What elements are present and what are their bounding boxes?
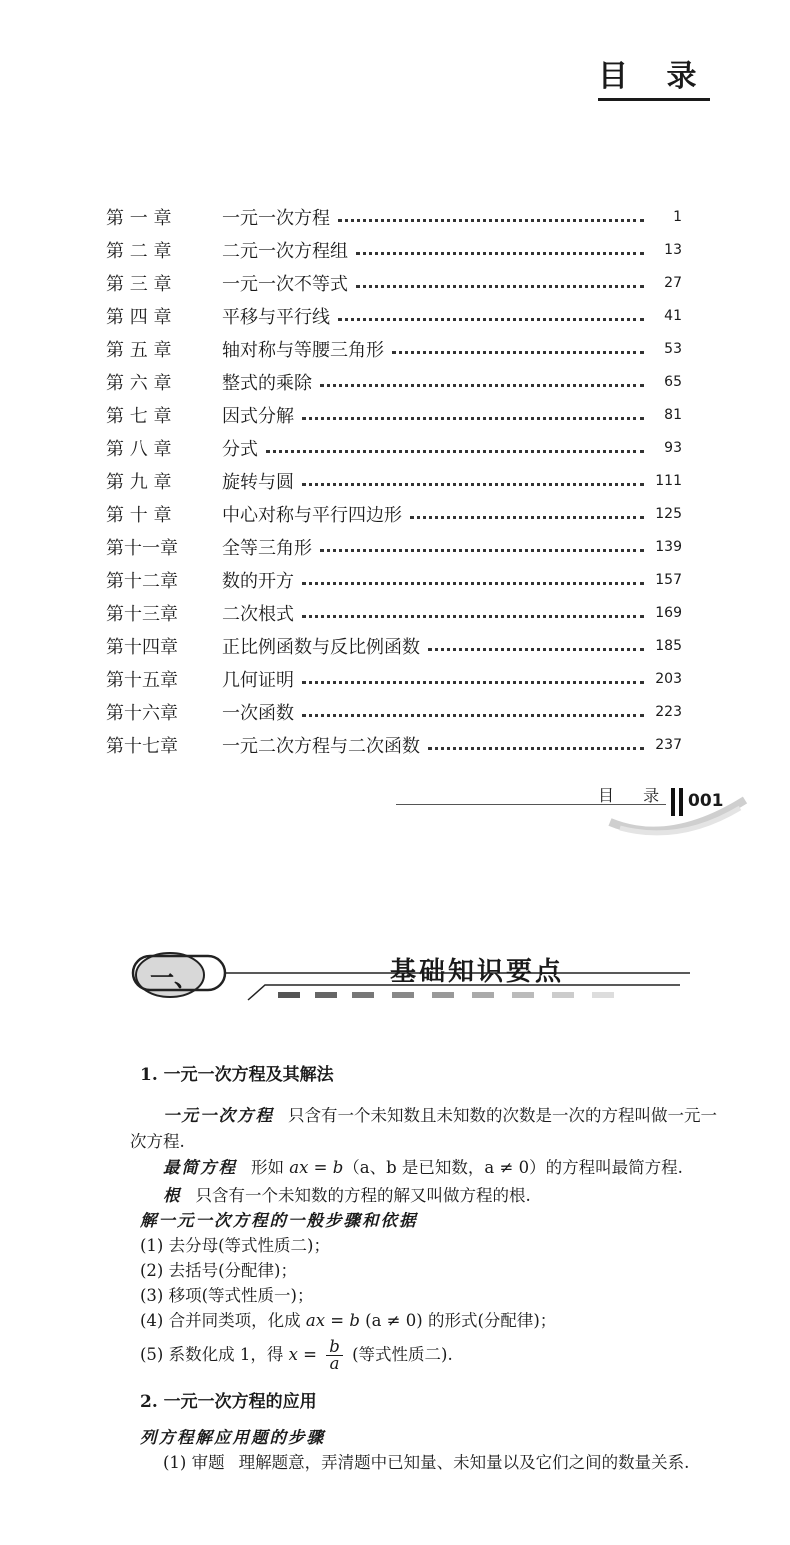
toc-entry[interactable] [106,398,682,431]
toc-chapter-name: 正比例函数与反比例函数 [222,636,420,658]
toc-entry[interactable] [106,728,682,761]
toc-entry[interactable] [106,563,682,596]
toc-leader-dots [302,482,644,486]
toc-page-number: 203 [655,670,682,687]
toc-chapter-name: 平移与平行线 [222,306,330,328]
toc-entry[interactable] [106,629,682,662]
footer-page-number: 001 [688,791,724,811]
toc-list [106,200,682,761]
toc-entry[interactable] [106,200,682,233]
section-number: 一、 [150,963,198,992]
section-title: 基础知识要点 [390,957,565,987]
toc-leader-dots [302,416,644,420]
toc-leader-dots [302,614,644,618]
toc-page-number: 93 [664,439,682,456]
toc-chapter-number: 第十六章 [106,702,178,724]
step-2: (2) 去括号(分配律)； [140,1261,297,1280]
toc-page-number: 237 [655,736,682,753]
toc-entry[interactable] [106,497,682,530]
toc-chapter-number: 第十三章 [106,603,178,625]
toc-chapter-number: 第 十 章 [106,504,172,526]
toc-chapter-number: 第 六 章 [106,372,172,394]
toc-page-number: 53 [664,340,682,357]
section-content [130,1060,720,1476]
term-root: 根 [163,1186,182,1205]
toc-page-number: 157 [655,571,682,588]
toc-leader-dots [338,218,644,222]
toc-chapter-number: 第十二章 [106,570,178,592]
toc-chapter-number: 第 五 章 [106,339,172,361]
toc-entry[interactable] [106,596,682,629]
toc-leader-dots [392,350,644,354]
toc-chapter-name: 中心对称与平行四边形 [222,504,402,526]
definition-text: 只含有一个未知数且未知数的次数是一次的方程叫做一元一次方程. [130,1106,717,1151]
root-text: 只含有一个未知数的方程的解又叫做方程的根. [195,1186,531,1205]
toc-page-number: 169 [655,604,682,621]
toc-page-number: 1 [673,208,682,225]
toc-chapter-name: 因式分解 [222,405,294,427]
toc-leader-dots [428,746,644,750]
heading-1: 1. 一元一次方程及其解法 [140,1065,334,1085]
toc-chapter-name: 一元一次不等式 [222,273,348,295]
text-fragment: (4) 合并同类项，化成 [140,1311,301,1330]
toc-chapter-name: 数的开方 [222,570,294,592]
toc-page-number: 125 [655,505,682,522]
toc-entry[interactable] [106,233,682,266]
toc-chapter-number: 第 八 章 [106,438,172,460]
step-5 [140,1333,720,1377]
toc-entry[interactable] [106,662,682,695]
fraction [326,1339,343,1372]
toc-page-number: 139 [655,538,682,555]
toc-leader-dots [338,317,644,321]
toc-chapter-number: 第十五章 [106,669,178,691]
toc-leader-dots [302,680,644,684]
text-fragment: 形如 [251,1158,284,1177]
toc-chapter-number: 第十一章 [106,537,178,559]
toc-chapter-name: 二元一次方程组 [222,240,348,262]
term-linear-equation: 一元一次方程 [163,1106,274,1125]
condition: （a、b 是已知数，a ≠ 0） [343,1158,546,1177]
heading-2: 2. 一元一次方程的应用 [140,1392,317,1412]
toc-chapter-number: 第 二 章 [106,240,172,262]
footer-bar [671,788,675,816]
toc-entry[interactable] [106,530,682,563]
step-4 [140,1308,720,1333]
toc-leader-dots [302,581,644,585]
toc-entry[interactable] [106,299,682,332]
toc-leader-dots [320,383,644,387]
toc-entry[interactable] [106,464,682,497]
toc-chapter-name: 整式的乘除 [222,372,312,394]
term-simplest-equation: 最简方程 [163,1158,237,1177]
toc-page-number: 27 [664,274,682,291]
toc-entry[interactable] [106,431,682,464]
toc-chapter-number: 第 九 章 [106,471,172,493]
condition: (a ≠ 0) [365,1311,423,1330]
toc-chapter-number: 第 七 章 [106,405,172,427]
toc-entry[interactable] [106,695,682,728]
step-3: (3) 移项(等式性质一)； [140,1286,314,1305]
toc-entry[interactable] [106,266,682,299]
toc-page-number: 13 [664,241,682,258]
toc-entry[interactable] [106,332,682,365]
toc-page-number: 223 [655,703,682,720]
toc-chapter-name: 几何证明 [222,669,294,691]
steps2-title: 列方程解应用题的步骤 [140,1428,325,1447]
toc-leader-dots [428,647,644,651]
toc-chapter-name: 一元一次方程 [222,207,330,229]
toc-entry[interactable] [106,365,682,398]
toc-page-number: 111 [655,472,682,489]
footer-bar [679,788,683,816]
denominator: a [329,1354,340,1373]
footer-label: 目 录 [598,786,672,805]
toc-chapter-name: 旋转与圆 [222,471,294,493]
toc-chapter-name: 轴对称与等腰三角形 [222,339,384,361]
toc-chapter-name: 分式 [222,438,258,460]
toc-leader-dots [356,284,644,288]
toc-chapter-number: 第 三 章 [106,273,172,295]
toc-leader-dots [356,251,644,255]
toc-leader-dots [410,515,644,519]
toc-leader-dots [320,548,644,552]
toc-chapter-name: 全等三角形 [222,537,312,559]
toc-chapter-name: 一次函数 [222,702,294,724]
toc-chapter-name: 二次根式 [222,603,294,625]
equation: ax = b [289,1158,344,1177]
toc-page-number: 65 [664,373,682,390]
equation: ax = b [305,1311,360,1330]
text-fragment: 理解题意，弄清题中已知量、未知量以及它们之间的数量关系. [238,1453,690,1472]
toc-chapter-number: 第 一 章 [106,207,172,229]
toc-page-number: 41 [664,307,682,324]
paragraph-simplest-equation [130,1155,720,1181]
text-fragment: 的形式(分配律)； [427,1311,557,1330]
text-fragment: 的方程叫最简方程. [545,1158,683,1177]
toc-leader-dots [302,713,644,717]
toc-page-number: 81 [664,406,682,423]
toc-chapter-name: 一元二次方程与二次函数 [222,735,420,757]
paragraph-step-1 [130,1450,720,1476]
toc-leader-dots [266,449,644,453]
paragraph-definition [130,1103,720,1155]
text-fragment: (1) 审题 [163,1453,225,1472]
text-fragment: (5) 系数化成 1，得 [140,1345,284,1364]
toc-chapter-number: 第十七章 [106,735,178,757]
paragraph-root [130,1183,720,1209]
steps-title: 解一元一次方程的一般步骤和依据 [140,1211,418,1230]
numerator: b [326,1339,343,1356]
toc-title: 目 录 [598,58,710,101]
toc-chapter-number: 第 四 章 [106,306,172,328]
text-fragment: (等式性质二). [352,1345,453,1364]
step-1: (1) 去分母(等式性质二)； [140,1236,330,1255]
toc-chapter-number: 第十四章 [106,636,178,658]
equation: x = [288,1345,318,1364]
toc-page-number: 185 [655,637,682,654]
